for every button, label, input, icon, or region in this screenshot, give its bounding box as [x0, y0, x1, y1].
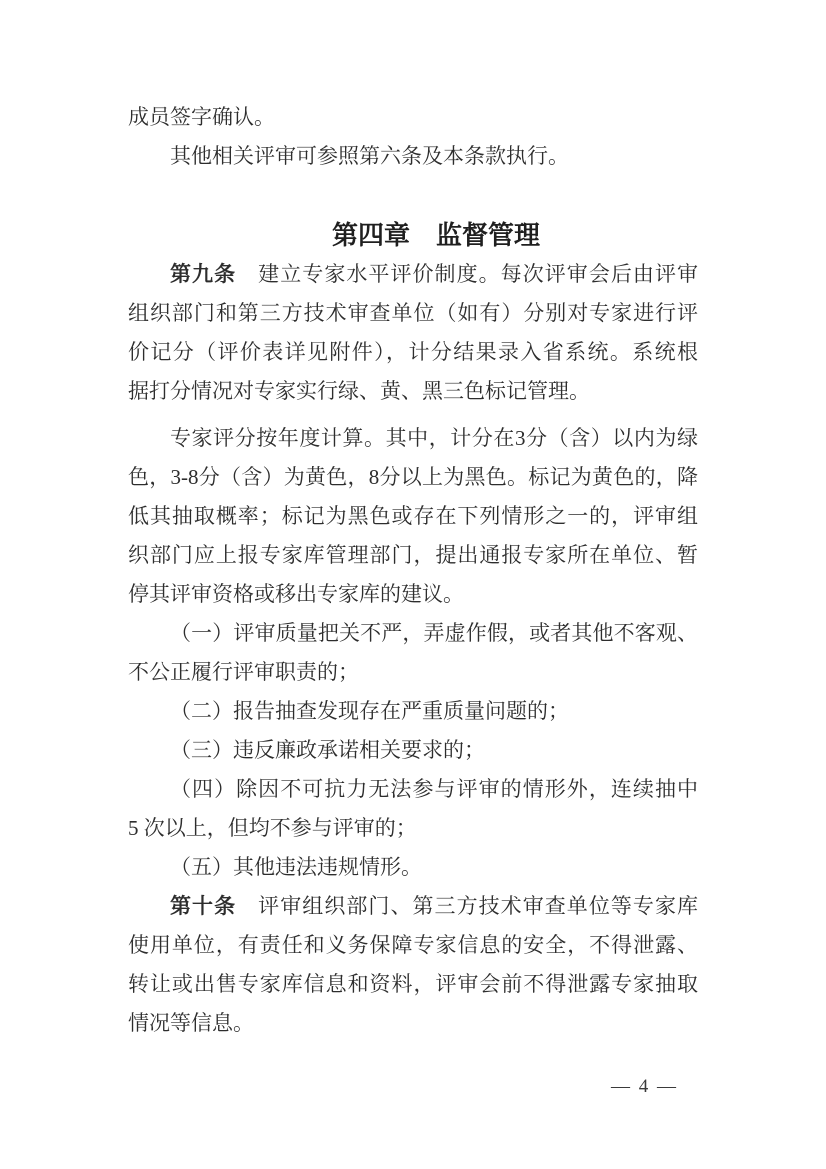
text-line-item-5: （五）其他违法违规情形。: [170, 855, 422, 879]
page-number: — 4 —: [611, 1076, 678, 1097]
article-number-label: 第十条: [170, 894, 237, 918]
text-line: 成员签字确认。: [128, 105, 275, 129]
text-line: 专家评分按年度计算。其中，计分在3分（含）以内为绿: [170, 426, 698, 450]
text-line: 色，3-8分（含）为黄色，8分以上为黑色。标记为黄色的，降: [128, 465, 698, 489]
text-line: 情况等信息。: [128, 1011, 254, 1035]
article-number-label: 第九条: [170, 262, 237, 286]
text-line-item-4: （四）除因不可抗力无法参与评审的情形外，连续抽中: [170, 777, 698, 801]
text-line-article-9: [128, 255, 698, 294]
text-line-item-2: （二）报告抽查发现存在严重质量问题的；: [170, 699, 569, 723]
text-line: 低其抽取概率；标记为黑色或存在下列情形之一的，评审组: [128, 504, 698, 528]
text-line: 价记分（评价表详见附件），计分结果录入省系统。系统根: [128, 340, 698, 364]
text-line: 5 次以上，但均不参与评审的；: [128, 816, 417, 840]
text-line-item-3: （三）违反廉政承诺相关要求的；: [170, 738, 485, 762]
text-line: 据打分情况对专家实行绿、黄、黑三色标记管理。: [128, 379, 590, 403]
chapter-heading: 第四章 监督管理: [331, 220, 540, 250]
text-line: 转让或出售专家库信息和资料，评审会前不得泄露专家抽取: [128, 972, 698, 996]
text-line: 使用单位，有责任和义务保障专家信息的安全，不得泄露、: [128, 933, 698, 957]
text-line-item-1: （一）评审质量把关不严，弄虚作假，或者其他不客观、: [170, 621, 698, 645]
text-line: 织部门应上报专家库管理部门，提出通报专家所在单位、暂: [128, 543, 698, 567]
text-block: [128, 98, 698, 1043]
text-line: 不公正履行评审职责的；: [128, 660, 359, 684]
text-line-article-10: [128, 887, 698, 926]
text-line: 建立专家水平评价制度。每次评审会后由评审: [236, 262, 698, 286]
text-line: 其他相关评审可参照第六条及本条款执行。: [170, 144, 569, 168]
text-line: 停其评审资格或移出专家库的建议。: [128, 582, 464, 606]
text-line: 组织部门和第三方技术审查单位（如有）分别对专家进行评: [128, 301, 698, 325]
text-line: 评审组织部门、第三方技术审查单位等专家库: [236, 894, 698, 918]
